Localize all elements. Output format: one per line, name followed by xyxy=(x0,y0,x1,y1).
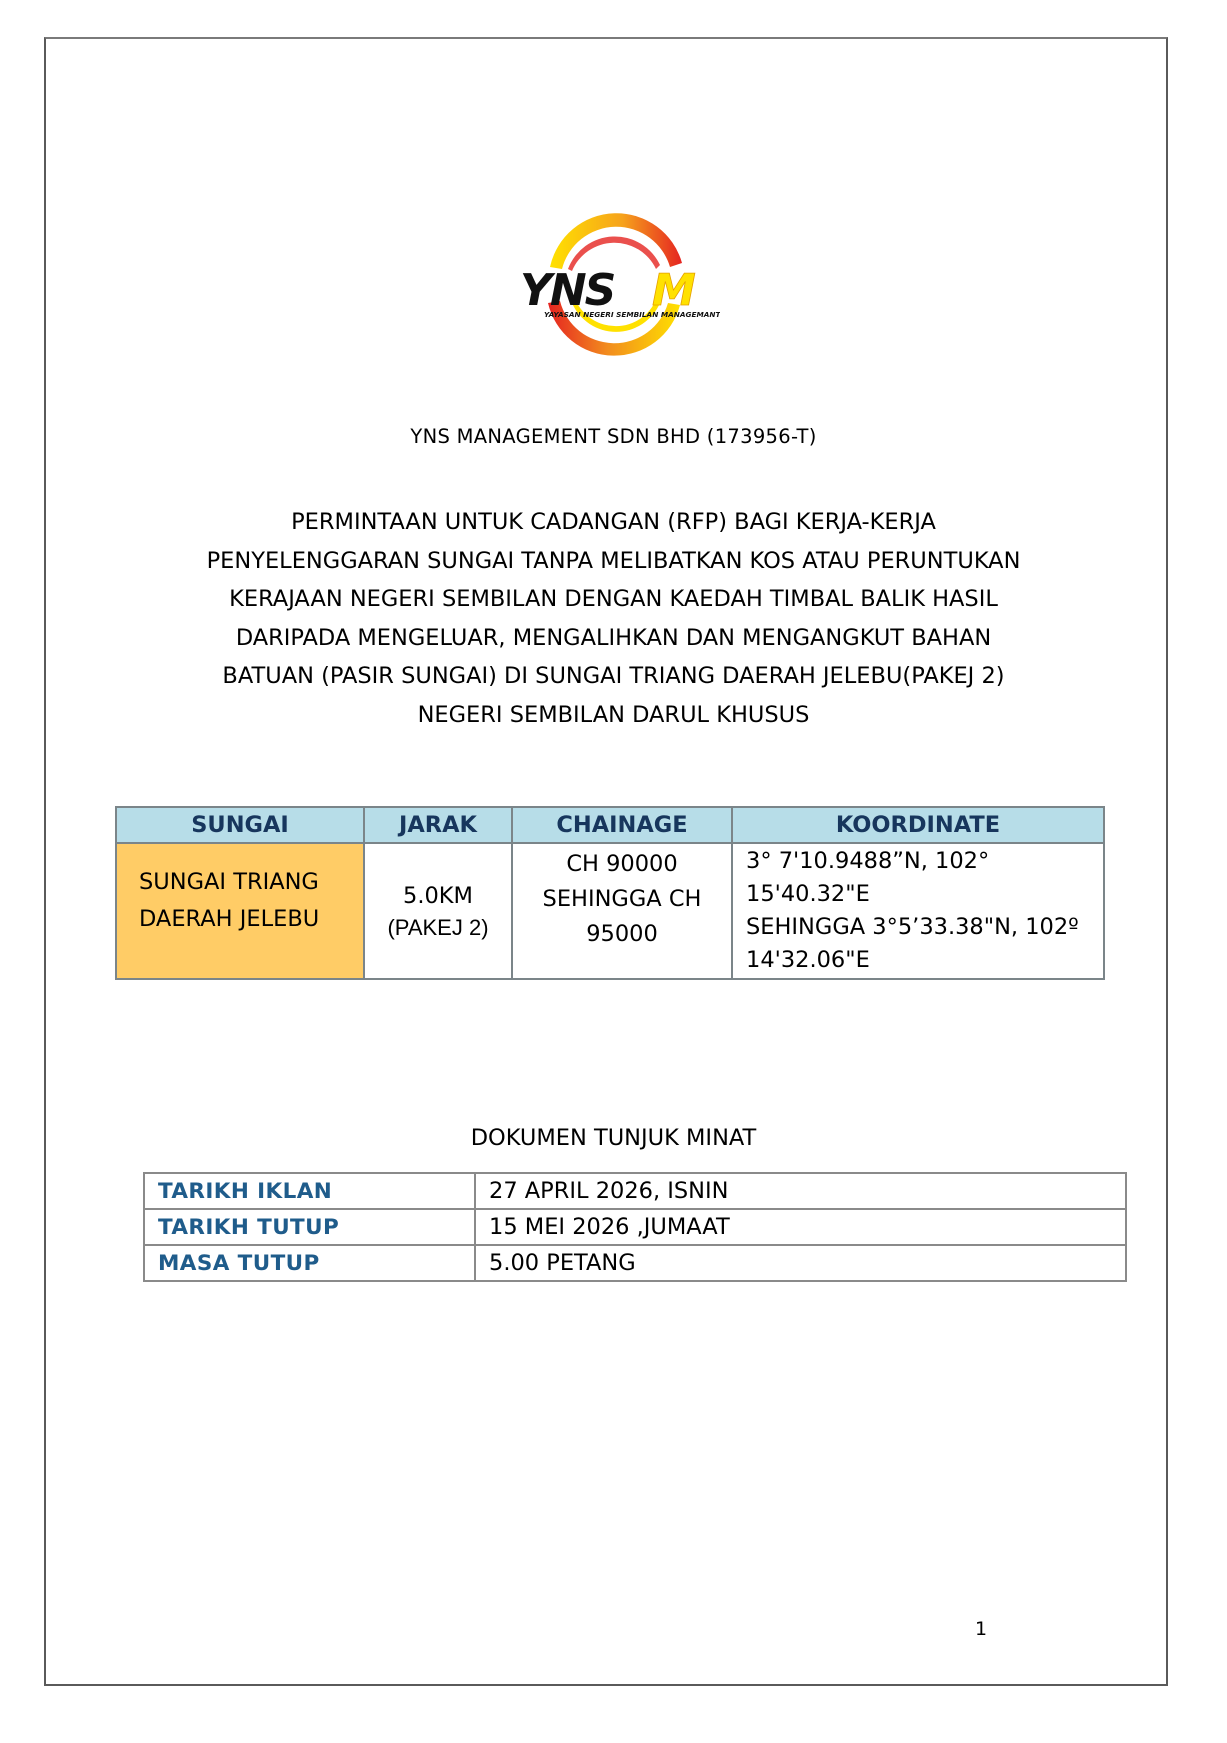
info-value-tarikh-iklan: 27 APRIL 2026, ISNIN xyxy=(475,1173,1126,1209)
info-table xyxy=(143,1172,1127,1282)
info-row xyxy=(144,1173,1126,1209)
header-jarak: JARAK xyxy=(364,807,512,843)
title-line: NEGERI SEMBILAN DARUL KHUSUS xyxy=(417,701,810,728)
jarak-value: 5.0KM xyxy=(403,883,473,909)
logo-tagline: YAYASAN NEGERI SEMBILAN MANAGEMANT xyxy=(544,310,720,319)
header-sungai: SUNGAI xyxy=(116,807,364,843)
cell-chainage xyxy=(512,843,732,979)
koordinate-line: 3° 7'10.9488”N, 102° xyxy=(746,848,990,874)
info-row xyxy=(144,1209,1126,1245)
title-line: PERMINTAAN UNTUK CADANGAN (RFP) BAGI KERJA-KERJA xyxy=(291,509,936,535)
doc-heading: DOKUMEN TUNJUK MINAT xyxy=(470,1125,757,1151)
title-line: BATUAN (PASIR SUNGAI) DI SUNGAI TRIANG DAERAH JELEBU(PAKEJ 2) xyxy=(222,663,1005,689)
koordinate-line: SEHINGGA 3°5’33.38"N, 102º xyxy=(746,914,1079,940)
info-label-tarikh-iklan: TARIKH IKLAN xyxy=(144,1173,475,1209)
sungai-line: DAERAH JELEBU xyxy=(139,906,320,932)
cell-koordinate xyxy=(732,843,1104,979)
info-row xyxy=(144,1245,1126,1281)
project-table-header xyxy=(116,807,1104,843)
chainage-line: SEHINGGA CH xyxy=(542,886,702,912)
info-value-tarikh-tutup: 15 MEI 2026 ,JUMAAT xyxy=(475,1209,1126,1245)
koordinate-line: 14'32.06"E xyxy=(746,947,870,973)
sungai-line: SUNGAI TRIANG xyxy=(139,869,319,895)
title-line: KERAJAAN NEGERI SEMBILAN DENGAN KAEDAH TIMBAL BALIK HASIL xyxy=(229,586,998,612)
company-name: YNS MANAGEMENT SDN BHD (173956-T) xyxy=(410,425,817,448)
page-number: 1 xyxy=(975,1618,988,1640)
logo-accent-letter: M xyxy=(652,265,696,316)
title-line: PENYELENGGARAN SUNGAI TANPA MELIBATKAN KOS ATAU PERUNTUKAN xyxy=(206,547,1021,574)
koordinate-line: 15'40.32"E xyxy=(746,881,870,907)
logo-letters: YNS xyxy=(520,265,615,316)
title-line: DARIPADA MENGELUAR, MENGALIHKAN DAN MENGANGKUT BAHAN xyxy=(235,624,992,651)
cell-sungai xyxy=(116,843,364,979)
chainage-line: CH 90000 xyxy=(566,851,678,877)
document-title xyxy=(140,503,1087,734)
project-table xyxy=(115,806,1105,980)
info-value-masa-tutup: 5.00 PETANG xyxy=(475,1245,1126,1281)
table-row xyxy=(116,843,1104,979)
ynsm-logo xyxy=(510,205,720,365)
chainage-line: 95000 xyxy=(586,921,658,947)
info-label-masa-tutup: MASA TUTUP xyxy=(144,1245,475,1281)
info-label-tarikh-tutup: TARIKH TUTUP xyxy=(144,1209,475,1245)
jarak-package: (PAKEJ 2) xyxy=(387,915,489,940)
cell-jarak xyxy=(364,843,512,979)
header-chainage: CHAINAGE xyxy=(512,807,732,843)
header-koordinate: KOORDINATE xyxy=(732,807,1104,843)
